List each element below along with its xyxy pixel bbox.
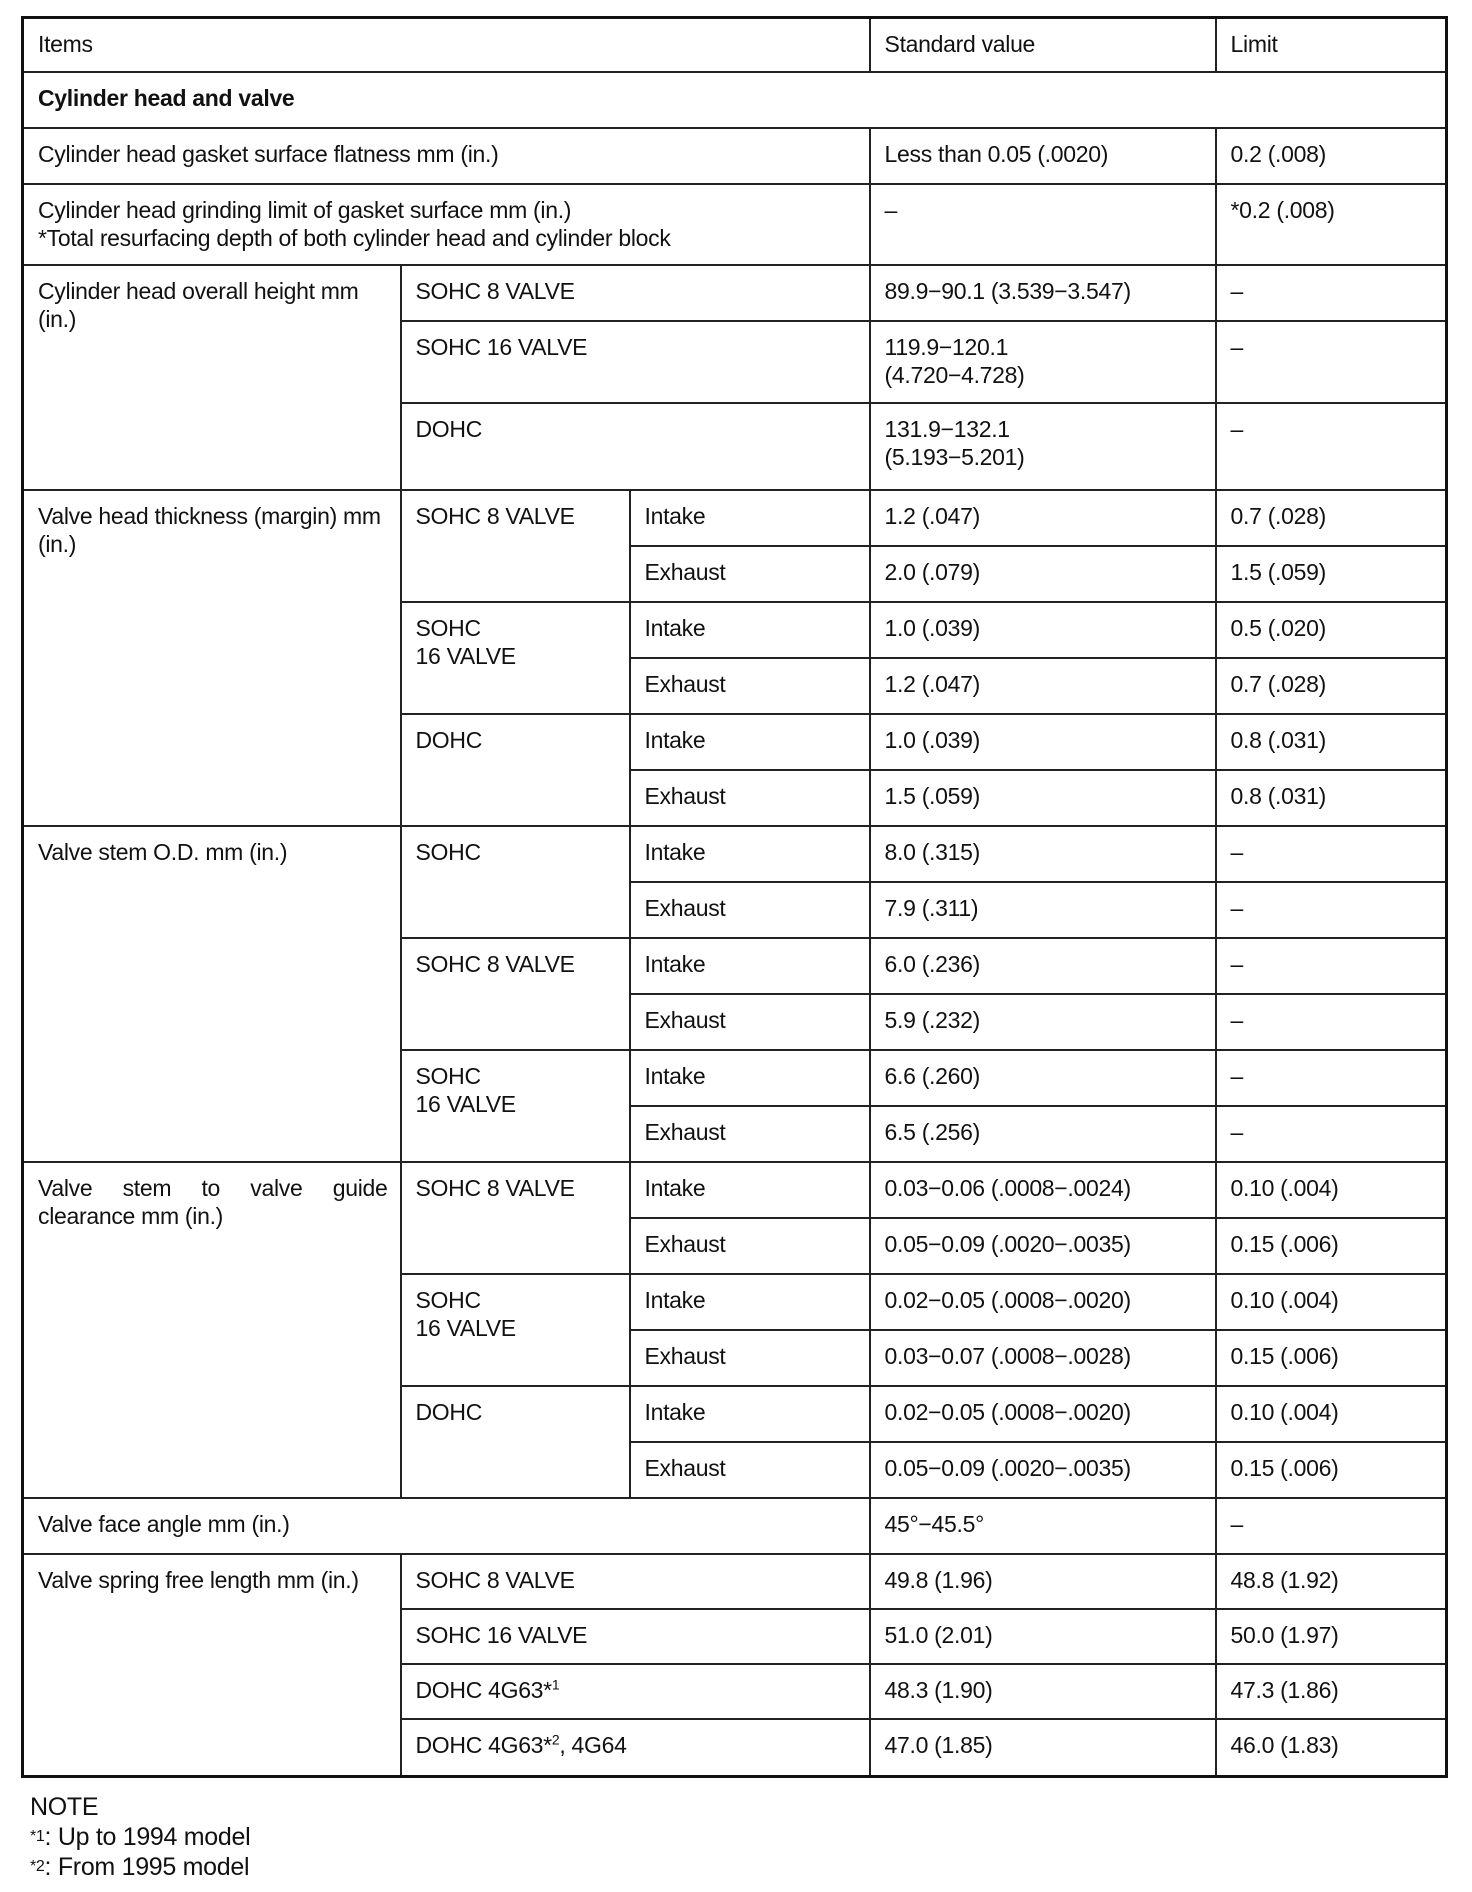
engine-text: SOHC 16 VALVE — [415, 1621, 588, 1648]
standard-value: 0.05−0.09 (.0020−.0035) — [870, 1442, 1216, 1498]
footnote-mark: 1 — [551, 1675, 560, 1692]
footnotes — [30, 1792, 250, 1882]
standard-value: Less than 0.05 (.0020) — [870, 128, 1216, 184]
note-title: NOTE — [30, 1793, 99, 1821]
table-row — [23, 1162, 1447, 1218]
limit-value: – — [1216, 938, 1447, 994]
valve-type: Exhaust — [630, 658, 870, 714]
limit-value: – — [1216, 1050, 1447, 1106]
limit-value: – — [1216, 403, 1447, 490]
engine-label: SOHC 16 VALVE — [401, 1050, 630, 1162]
note-1 — [30, 1822, 250, 1852]
table-row — [23, 490, 1447, 546]
standard-value: 1.0 (.039) — [870, 714, 1216, 770]
valve-type: Exhaust — [630, 1106, 870, 1162]
table-row — [23, 265, 1447, 321]
limit-value: – — [1216, 1106, 1447, 1162]
limit-value: 0.15 (.006) — [1216, 1442, 1447, 1498]
engine-text-tail: , 4G64 — [559, 1731, 627, 1758]
limit-value: 0.5 (.020) — [1216, 602, 1447, 658]
header-items: Items — [23, 18, 870, 72]
item-label — [23, 184, 870, 265]
standard-value: 48.3 (1.90) — [870, 1664, 1216, 1719]
standard-value: – — [870, 184, 1216, 265]
limit-value: 0.15 (.006) — [1216, 1330, 1447, 1386]
item-note: *Total resurfacing depth of both cylinder head and cylinder block — [38, 224, 671, 251]
standard-value: 5.9 (.232) — [870, 994, 1216, 1050]
item-label-text: Cylinder head grinding limit of gasket surface mm (in.) — [38, 196, 572, 223]
limit-value: – — [1216, 882, 1447, 938]
standard-value: 1.0 (.039) — [870, 602, 1216, 658]
limit-value: 0.8 (.031) — [1216, 714, 1447, 770]
valve-type: Exhaust — [630, 882, 870, 938]
limit-value: – — [1216, 994, 1447, 1050]
table-row — [23, 826, 1447, 882]
engine-label: SOHC 8 VALVE — [401, 1162, 630, 1274]
valve-type: Intake — [630, 490, 870, 546]
limit-value: 50.0 (1.97) — [1216, 1609, 1447, 1664]
valve-type: Intake — [630, 1050, 870, 1106]
note-mark: *2 — [30, 1858, 45, 1875]
valve-type: Intake — [630, 602, 870, 658]
standard-value: 1.2 (.047) — [870, 490, 1216, 546]
valve-type: Exhaust — [630, 770, 870, 826]
engine-text: DOHC 4G63* — [415, 1731, 552, 1758]
table-row — [23, 184, 1447, 265]
standard-value: 8.0 (.315) — [870, 826, 1216, 882]
limit-value: 0.15 (.006) — [1216, 1218, 1447, 1274]
limit-value: 46.0 (1.83) — [1216, 1719, 1447, 1777]
note-text: : Up to 1994 model — [44, 1823, 251, 1851]
standard-value: 0.02−0.05 (.0008−.0020) — [870, 1274, 1216, 1330]
item-label: Valve stem to valve guide clearance mm (in.) — [23, 1162, 401, 1498]
valve-type: Intake — [630, 714, 870, 770]
table-row — [23, 128, 1447, 184]
standard-value: 49.8 (1.96) — [870, 1554, 1216, 1609]
engine-label — [401, 1609, 870, 1664]
engine-label: DOHC — [401, 403, 870, 490]
limit-value: – — [1216, 1498, 1447, 1554]
table-row — [23, 1498, 1447, 1554]
standard-value: 51.0 (2.01) — [870, 1609, 1216, 1664]
note-text: : From 1995 model — [44, 1853, 250, 1881]
engine-label: SOHC 8 VALVE — [401, 938, 630, 1050]
section-title: Cylinder head and valve — [23, 72, 1447, 128]
limit-value: *0.2 (.008) — [1216, 184, 1447, 265]
valve-type: Intake — [630, 1386, 870, 1442]
engine-text: SOHC 8 VALVE — [415, 1566, 575, 1593]
limit-value: – — [1216, 321, 1447, 403]
engine-label — [401, 1719, 870, 1777]
limit-value: 1.5 (.059) — [1216, 546, 1447, 602]
engine-text: DOHC 4G63* — [415, 1676, 552, 1703]
valve-type: Intake — [630, 826, 870, 882]
engine-label: SOHC 8 VALVE — [401, 265, 870, 321]
limit-value: 47.3 (1.86) — [1216, 1664, 1447, 1719]
engine-label: SOHC 16 VALVE — [401, 321, 870, 403]
valve-type: Exhaust — [630, 1442, 870, 1498]
header-limit: Limit — [1216, 18, 1447, 72]
standard-value: 47.0 (1.85) — [870, 1719, 1216, 1777]
standard-value: 0.05−0.09 (.0020−.0035) — [870, 1218, 1216, 1274]
header-standard: Standard value — [870, 18, 1216, 72]
standard-value: 119.9−120.1 (4.720−4.728) — [870, 321, 1216, 403]
engine-label: SOHC 16 VALVE — [401, 602, 630, 714]
engine-label — [401, 1664, 870, 1719]
standard-value: 131.9−132.1 (5.193−5.201) — [870, 403, 1216, 490]
limit-value: – — [1216, 826, 1447, 882]
valve-type: Exhaust — [630, 1218, 870, 1274]
standard-value: 6.0 (.236) — [870, 938, 1216, 994]
valve-type: Exhaust — [630, 546, 870, 602]
valve-type: Intake — [630, 938, 870, 994]
limit-value: 0.10 (.004) — [1216, 1274, 1447, 1330]
valve-type: Exhaust — [630, 1330, 870, 1386]
note-2 — [30, 1852, 250, 1882]
limit-value: 0.10 (.004) — [1216, 1386, 1447, 1442]
service-spec-table — [21, 16, 1448, 1778]
valve-type: Intake — [630, 1162, 870, 1218]
footnote-mark: 2 — [551, 1730, 560, 1747]
standard-value: 1.5 (.059) — [870, 770, 1216, 826]
standard-value: 0.02−0.05 (.0008−.0020) — [870, 1386, 1216, 1442]
standard-value: 0.03−0.06 (.0008−.0024) — [870, 1162, 1216, 1218]
engine-label: DOHC — [401, 1386, 630, 1498]
valve-type: Exhaust — [630, 994, 870, 1050]
limit-value: – — [1216, 265, 1447, 321]
note-mark: *1 — [30, 1828, 45, 1845]
limit-value: 0.8 (.031) — [1216, 770, 1447, 826]
engine-label: SOHC 16 VALVE — [401, 1274, 630, 1386]
engine-label: DOHC — [401, 714, 630, 826]
engine-label: SOHC 8 VALVE — [401, 490, 630, 602]
engine-label: SOHC — [401, 826, 630, 938]
standard-value: 0.03−0.07 (.0008−.0028) — [870, 1330, 1216, 1386]
standard-value: 6.5 (.256) — [870, 1106, 1216, 1162]
standard-value: 1.2 (.047) — [870, 658, 1216, 714]
standard-value: 6.6 (.260) — [870, 1050, 1216, 1106]
standard-value: 2.0 (.079) — [870, 546, 1216, 602]
item-label: Valve head thickness (margin) mm (in.) — [23, 490, 401, 826]
item-label: Valve face angle mm (in.) — [23, 1498, 870, 1554]
engine-label — [401, 1554, 870, 1609]
header-row — [23, 18, 1447, 72]
limit-value: 0.2 (.008) — [1216, 128, 1447, 184]
item-label: Valve stem O.D. mm (in.) — [23, 826, 401, 1162]
item-label: Cylinder head gasket surface flatness mm (in.) — [23, 128, 870, 184]
table-row — [23, 1554, 1447, 1609]
item-label: Cylinder head overall height mm (in.) — [23, 265, 401, 490]
standard-value: 45°−45.5° — [870, 1498, 1216, 1554]
limit-value: 0.7 (.028) — [1216, 490, 1447, 546]
standard-value: 89.9−90.1 (3.539−3.547) — [870, 265, 1216, 321]
limit-value: 48.8 (1.92) — [1216, 1554, 1447, 1609]
item-label: Valve spring free length mm (in.) — [23, 1554, 401, 1777]
valve-type: Intake — [630, 1274, 870, 1330]
limit-value: 0.10 (.004) — [1216, 1162, 1447, 1218]
standard-value: 7.9 (.311) — [870, 882, 1216, 938]
limit-value: 0.7 (.028) — [1216, 658, 1447, 714]
